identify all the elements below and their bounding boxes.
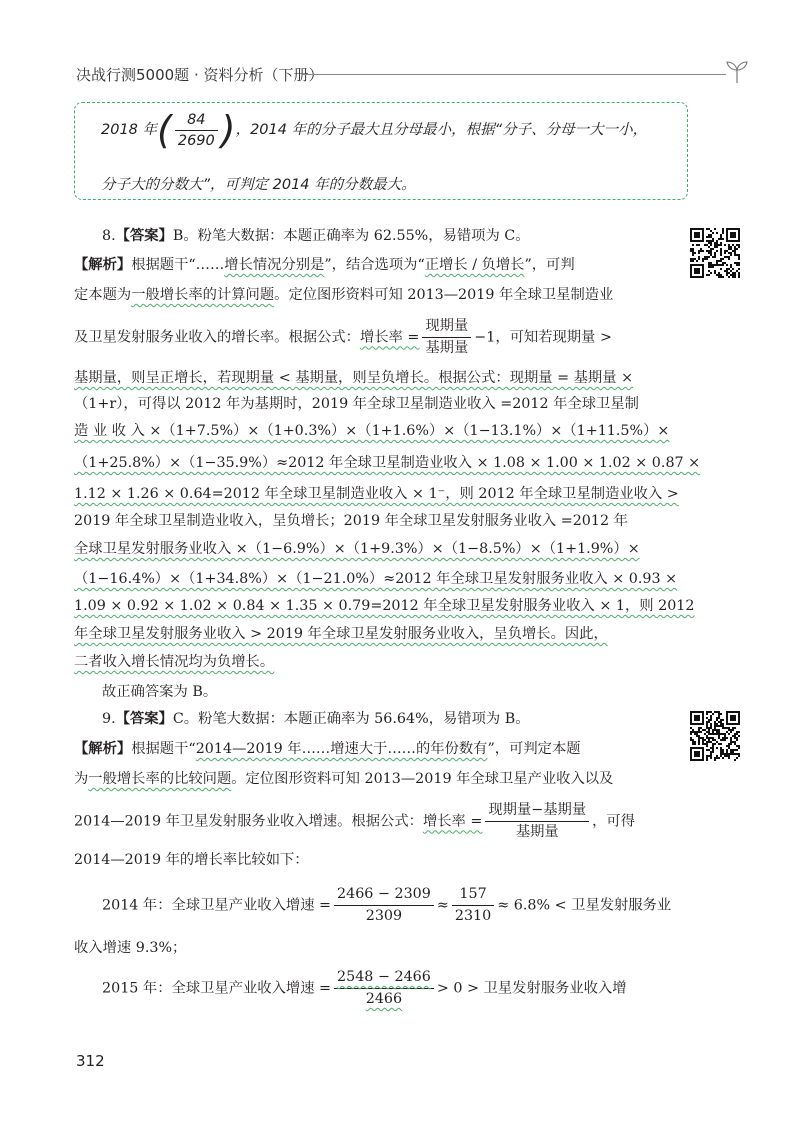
q9-answer: [102, 711, 530, 728]
underlined-text: 增长率 =: [422, 813, 483, 830]
page-number: 312: [76, 1052, 105, 1070]
q9-analysis-line-1: [74, 741, 581, 758]
q8-analysis-line-3: [74, 318, 612, 357]
fraction-numerator: 84: [175, 112, 218, 131]
note-line-1: [101, 108, 648, 152]
fraction-numerator: 现期量: [422, 318, 471, 338]
fraction: [175, 112, 218, 149]
left-paren: (: [157, 108, 172, 152]
fraction-denominator: 基期量: [425, 340, 469, 357]
qr-code-icon[interactable]: [690, 228, 740, 278]
text: ≈: [436, 897, 449, 914]
q9-analysis-line-3: [74, 802, 635, 841]
q8-answer: [102, 228, 530, 245]
underlined-text: 一般增长率的比较问题: [88, 771, 232, 787]
text: ，可得: [592, 813, 636, 830]
text: ”，可判: [524, 257, 575, 273]
fraction: [452, 886, 494, 925]
header-title: 决战行测5000题 · 资料分析（下册）: [76, 66, 324, 84]
answer-text: B。粉笔大数据：本题正确率为 62.55%，易错项为 C。: [172, 228, 530, 244]
fraction-numerator: 现期量−基期量: [485, 802, 589, 822]
q8-analysis-line-2: [74, 287, 613, 304]
text: 2015 年：全球卫星产业收入增速 =: [102, 980, 332, 997]
note-line-2: 分子大的分数大”，可判定 2014 年的分数最大。: [101, 177, 416, 193]
analysis-tag: 【解析】: [74, 741, 132, 757]
fraction: [334, 886, 434, 925]
fraction: [422, 318, 471, 357]
fraction-numerator: 2466 − 2309: [334, 886, 434, 906]
fraction-denominator: 2466: [365, 991, 403, 1008]
q8-analysis-line-6: 造 业 收 入 ×（1+7.5%）×（1+0.3%）×（1+1.6%）×（1−13.1%）×（1+11.5%）×: [74, 423, 670, 439]
underlined-text: 2014—2019 年……增速大于……的年份数有: [195, 741, 488, 757]
q9-year-2015: [102, 969, 627, 1008]
text: 为: [74, 771, 89, 787]
q9-analysis-line-4: 2014—2019 年的增长率比较如下：: [74, 852, 309, 868]
text: −1，可知若现期量 >: [474, 329, 612, 346]
q8-analysis-line-4: 基期量，则呈正增长，若现期量 < 基期量，则呈负增长。根据公式：现期量 = 基期量 ×: [74, 370, 634, 386]
q8-analysis-line-5: （1+r），可得以 2012 年为基期时，2019 年全球卫星制造业收入 =2012 年全球卫星制: [74, 396, 639, 412]
fraction-denominator: 2310: [454, 908, 492, 925]
text: 根据题干“: [131, 741, 196, 757]
fraction-numerator: 157: [452, 886, 494, 906]
q8-analysis-line-12: 1.09 × 0.92 × 1.02 × 0.84 × 1.35 × 0.79=2012 年全球卫星发射服务业收入 × 1，则 2012: [74, 598, 695, 614]
answer-tag: 【答案】: [115, 711, 173, 727]
question-number: 9.: [102, 711, 116, 727]
text: ≈ 6.8% < 卫星发射服务业: [497, 897, 672, 914]
q9-analysis-line-2: [74, 771, 613, 788]
text: 定本题为: [74, 287, 132, 303]
underlined-text: 一般增长率的计算问题: [131, 287, 275, 303]
answer-text: C。粉笔大数据：本题正确率为 56.64%，易错项为 B。: [172, 711, 530, 727]
q8-analysis-line-7: （1+25.8%）×（1−35.9%）≈2012 年全球卫星制造业收入 × 1.08 × 1.00 × 1.02 × 0.87 ×: [74, 455, 701, 471]
text: ”，结合选项为“: [324, 257, 425, 273]
running-header: [76, 60, 756, 90]
note-text: ，2014 年的分子最大且分母最小，根据“分子、分母一大一小，: [235, 122, 648, 138]
answer-tag: 【答案】: [115, 228, 173, 244]
right-paren: ): [220, 108, 236, 152]
q8-analysis-line-8: 1.12 × 1.26 × 0.64=2012 年全球卫星制造业收入 × 1⁻，则 2012 年全球卫星制造业收入 >: [74, 486, 679, 502]
qr-code-icon[interactable]: [690, 711, 740, 761]
fraction: [334, 969, 434, 1008]
fraction-numerator: 2548 − 2466: [334, 969, 434, 989]
fraction: [485, 802, 589, 841]
analysis-tag: 【解析】: [74, 257, 132, 273]
leaf-sprout-icon: [724, 60, 750, 84]
fraction-denominator: 2690: [177, 132, 215, 149]
q9-year-2014: [102, 886, 671, 925]
q8-analysis-line-14: 二者收入增长情况均为负增长。: [74, 654, 275, 670]
text: 。定位图形资料可知 2013—2019 年全球卫星制造业: [274, 287, 614, 303]
q8-analysis-line-10: 全球卫星发射服务业收入 ×（1−6.9%）×（1+9.3%）×（1−8.5%）×（1+1.9%）×: [74, 541, 640, 557]
header-rule: [302, 74, 726, 75]
underlined-text: 正增长 / 负增长: [424, 257, 525, 273]
note-box: [74, 102, 688, 200]
text: ”，可判定本题: [487, 741, 581, 757]
q8-analysis-line-9: 2019 年全球卫星制造业收入，呈负增长；2019 年全球卫星发射服务业收入 =2012 年: [74, 513, 628, 529]
underlined-text: 增长情况分别是: [224, 257, 325, 273]
note-text: 2018 年: [101, 122, 158, 138]
text: 。定位图形资料可知 2013—2019 年全球卫星产业收入以及: [231, 771, 614, 787]
q8-analysis-line-11: （1−16.4%）×（1+34.8%）×（1−21.0%）≈2012 年全球卫星发射服务业收入 × 0.93 ×: [74, 571, 678, 587]
text: 及卫星发射服务业收入的增长率。根据公式：: [74, 329, 360, 346]
text: > 0 > 卫星发射服务业收入增: [436, 980, 627, 997]
q9-year-2014-continued: 收入增速 9.3%；: [74, 940, 187, 956]
underlined-text: 增长率 =: [359, 329, 420, 346]
question-number: 8.: [102, 228, 116, 244]
text: 根据题干“……: [131, 257, 225, 273]
text: 2014 年：全球卫星产业收入增速 =: [102, 897, 332, 914]
q8-conclusion: 故正确答案为 B。: [102, 684, 218, 700]
fraction-denominator: 基期量: [515, 824, 559, 841]
fraction-denominator: 2309: [365, 908, 403, 925]
q8-analysis-line-13: 年全球卫星发射服务业收入 > 2019 年全球卫星发射服务业收入，呈负增长。因此，: [74, 626, 608, 642]
q8-analysis-line-1: [74, 257, 575, 274]
text: 2014—2019 年卫星发射服务业收入增速。根据公式：: [74, 813, 423, 830]
